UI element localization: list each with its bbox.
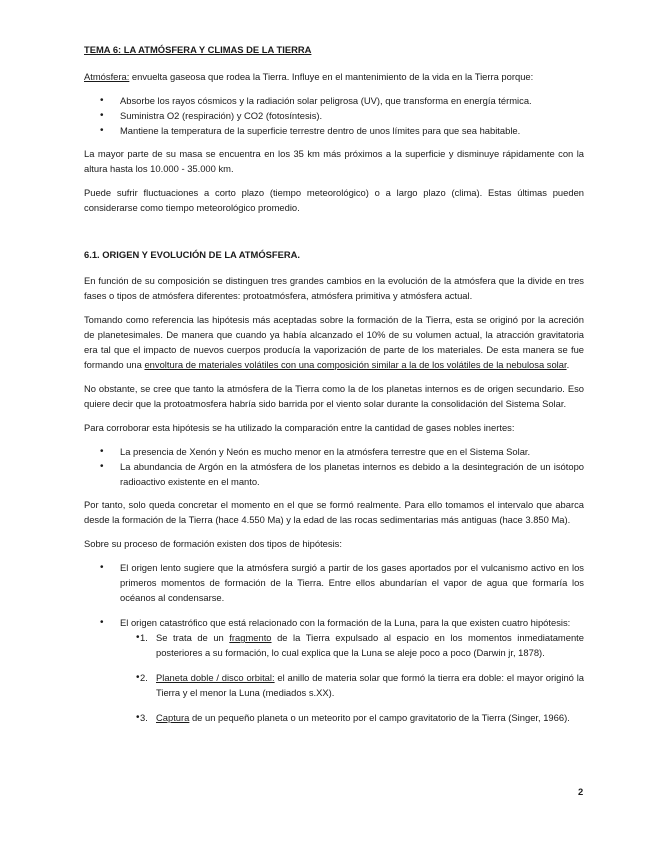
- hypothesis-number: • 3.: [140, 712, 148, 723]
- page-content: [84, 42, 584, 735]
- list-item: • La abundancia de Argón en la atmósfera de los planetas internos es debido a la desintegración de un isótopo radioactivo existente en el manto.: [84, 459, 584, 489]
- list-item: • Absorbe los rayos cósmicos y la radiación solar peligrosa (UV), que transforma en energía térmica.: [84, 93, 584, 108]
- fluctuations-paragraph: Puede sufrir fluctuaciones a corto plazo (tiempo meteorológico) o a largo plazo (clima). Estas últimas pueden considerarse como tiempo meteorológico promedio.: [84, 187, 584, 213]
- page-number: 2: [578, 786, 584, 797]
- evidence-list: [84, 444, 584, 489]
- hypothesis-number: • 1.: [140, 632, 148, 643]
- list-item: • Suministra O2 (respiración) y CO2 (fotosíntesis).: [84, 108, 584, 123]
- origin-list: [84, 560, 584, 725]
- hypothesis-term: Planeta doble / disco orbital:: [156, 672, 275, 683]
- functions-list: [84, 93, 584, 138]
- mass-paragraph: La mayor parte de su masa se encuentra en los 35 km más próximos a la superficie y disminuye rápidamente con la altura hasta los 10.000 - 35.000 km.: [84, 148, 584, 174]
- hypothesis-item: [120, 670, 584, 700]
- hypothesis-pre: Se trata de un: [156, 632, 230, 643]
- list-item: • La presencia de Xenón y Neón es mucho menor en la atmósfera terrestre que en el Sistema Solar.: [84, 444, 584, 459]
- hypothesis-item: [120, 630, 584, 660]
- hypothesis-term: fragmento: [229, 632, 272, 643]
- formation-paragraph: [84, 312, 584, 372]
- dating-paragraph: Por tanto, solo queda concretar el momento en el que se formó realmente. Para ello tomamos el intervalo que abarca desde la formación de la Tierra (hace 4.550 Ma) y la edad de las rocas sedimentarias más antiguas (hace 3.850 Ma).: [84, 499, 584, 525]
- hypothesis-text: de la Tierra expulsado al espacio en los momentos inmediatamente posteriores a su formación, lo cual explica que la Luna se aleje poco a poco (Darwin jr, 1878).: [156, 632, 584, 658]
- document-title: TEMA 6: LA ATMÓSFERA Y CLIMAS DE LA TIERRA: [84, 44, 312, 55]
- formation-end: .: [566, 359, 570, 370]
- process-paragraph: Sobre su proceso de formación existen dos tipos de hipótesis:: [84, 538, 342, 549]
- formation-underlined: envoltura de materiales volátiles con una composición similar a la de los volátiles de la nebulosa solar: [144, 359, 567, 370]
- hypothesis-term: Captura: [156, 712, 190, 723]
- formation-text: Tomando como referencia las hipótesis más aceptadas sobre la formación de la Tierra, esta se originó por la acreción de planetesimales. De manera que cuando ya había alcanzado el 10% de su volumen actual, la atracción gravitatoria era tal que el impacto de nuevos cuerpos producía la vaporización de parte de los materiales. De esta manera se fue formando una: [84, 314, 584, 370]
- definition-paragraph: [84, 69, 584, 84]
- definition-text: envuelta gaseosa que rodea la Tierra. Influye en el mantenimiento de la vida en la Tierra porque:: [129, 71, 534, 82]
- however-paragraph: No obstante, se cree que tanto la atmósfera de la Tierra como la de los planetas internos es de origen secundario. Eso quiere decir que la protoatmosfera habría sido barrida por el viento solar durante la consolidación del Sistema Solar.: [84, 383, 584, 409]
- list-item: • Mantiene la temperatura de la superficie terrestre dentro de unos límites para que sea habitable.: [84, 123, 584, 138]
- composition-paragraph: En función de su composición se distinguen tres grandes cambios en la evolución de la atmósfera que la divide en tres fases o tipos de atmósfera diferentes: protoatmósfera, atmósfera primitiva y atmósfera actual.: [84, 275, 584, 301]
- origin-slow-item: • El origen lento sugiere que la atmósfera surgió a partir de los gases aportados por el vulcanismo activo en los primeros momentos de formación de la Tierra. Entre ellos abundarían el vapor de agua que formaría los océanos al condensarse.: [84, 560, 584, 605]
- hypothesis-item: [120, 710, 584, 725]
- corroborate-paragraph: Para corroborar esta hipótesis se ha utilizado la comparación entre la cantidad de gases nobles inertes:: [84, 422, 515, 433]
- hypothesis-text: el anillo de materia solar que formó la tierra era doble: el mayor originó la Tierra y el menor la Luna (mediados s.XX).: [156, 672, 584, 698]
- origin-catastrophic-text: El origen catastrófico que está relacionado con la formación de la Luna, para la que existen cuatro hipótesis:: [120, 617, 571, 628]
- origin-catastrophic-item: [84, 615, 584, 725]
- hypothesis-text: de un pequeño planeta o un meteorito por el campo gravitatorio de la Tierra (Singer, 1966).: [189, 712, 570, 723]
- section-title: 6.1. ORIGEN Y EVOLUCIÓN DE LA ATMÓSFERA.: [84, 249, 300, 260]
- definition-term: Atmósfera:: [84, 71, 130, 82]
- hypothesis-number: • 2.: [140, 672, 148, 683]
- hypotheses-list: [120, 630, 584, 725]
